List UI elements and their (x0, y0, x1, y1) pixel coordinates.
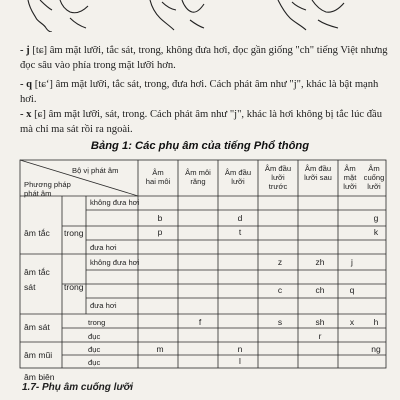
consonant-cell: ng (371, 344, 381, 354)
consonant-cell: n (237, 344, 243, 354)
column-header: Âm hai môi (145, 168, 171, 186)
corner-place-label: Bộ vị phát âm (72, 166, 119, 175)
ipa-symbol: [ɕ] (34, 109, 46, 120)
group-label-fricative: âm sát (24, 322, 50, 332)
consonant-cell: q (349, 285, 355, 295)
consonant-symbol: - j (20, 45, 30, 56)
description-text: âm mặt lưỡi, tắc sát, trong, không đưa hơi, đọc gần giống "ch" tiếng Việt nhưng đọc sâu vào phía trong mặt lưỡi hơn. (20, 45, 388, 71)
consonant-cell: p (157, 227, 163, 237)
aspiration-label: không đưa hơi (90, 258, 140, 267)
consonant-cell: h (373, 317, 379, 327)
consonant-cell: ch (315, 285, 325, 295)
consonant-cell: d (237, 213, 243, 223)
corner-method-label-2: phát âm (24, 189, 52, 198)
group-label-lateral: âm biên (24, 372, 55, 382)
voicing-label: đục (88, 345, 101, 354)
consonant-cell: f (198, 317, 202, 327)
description-text: âm mặt lưỡi, tắc sát, trong, đưa hơi. Cách phát âm như "j", khác là bật mạnh hơi. (20, 79, 379, 105)
group-label-stop: âm tắc (24, 228, 50, 238)
column-header: Âm đầu lưỡi (224, 168, 252, 186)
consonant-cell: x (349, 317, 355, 327)
voicing-label: trong (64, 228, 84, 238)
column-header: Âm cuống lưỡi (363, 164, 385, 191)
consonant-cell: l (239, 356, 241, 366)
consonant-cell: c (277, 285, 283, 295)
consonant-cell: zh (315, 257, 325, 267)
consonant-cell: b (157, 213, 163, 223)
consonant-cell: k (373, 227, 379, 237)
consonant-symbol: - x (20, 109, 32, 120)
consonant-cell: j (351, 257, 353, 267)
column-header: Âm mặt lưỡi (343, 164, 357, 191)
corner-method-label-1: Phương pháp (24, 180, 71, 189)
ipa-symbol: [tɕ] (32, 45, 48, 56)
section-heading: 1.7- Phụ âm cuống lưỡi (22, 382, 134, 393)
voicing-label: trong (88, 318, 106, 327)
aspiration-label: đưa hơi (90, 243, 117, 252)
description-text: âm mặt lưỡi, sát, trong. Cách phát âm như "j", khác là hơi không bị tắc lúc đầu mà chỉ ma sát rồi ra ngoài. (20, 109, 383, 135)
group-label-affricate: âm tắc (24, 267, 50, 277)
column-header: Âm môi răng (185, 168, 211, 186)
consonant-symbol: - q (20, 79, 33, 90)
consonant-cell: r (318, 331, 322, 341)
column-header: Âm đầu lưỡi trước (264, 164, 292, 191)
consonant-cell: g (373, 213, 379, 223)
consonant-cell: sh (315, 317, 325, 327)
voicing-label: trong (64, 282, 84, 292)
column-header: Âm đầu lưỡi sau (304, 164, 332, 182)
ipa-symbol: [tɕʻ] (34, 79, 53, 90)
group-label-nasal: âm mũi (24, 350, 53, 360)
table-title: Bảng 1: Các phụ âm của tiếng Phổ thông (90, 140, 310, 152)
consonant-cell: t (238, 227, 242, 237)
consonant-cell: m (156, 344, 164, 354)
aspiration-label: không đưa hơi (90, 198, 140, 207)
voicing-label: đục (88, 358, 101, 367)
group-label-affricate-2: sát (24, 282, 36, 292)
voicing-label: đục (88, 332, 101, 341)
aspiration-label: đưa hơi (90, 301, 117, 310)
consonant-cell: s (277, 317, 283, 327)
consonant-cell: z (277, 257, 283, 267)
